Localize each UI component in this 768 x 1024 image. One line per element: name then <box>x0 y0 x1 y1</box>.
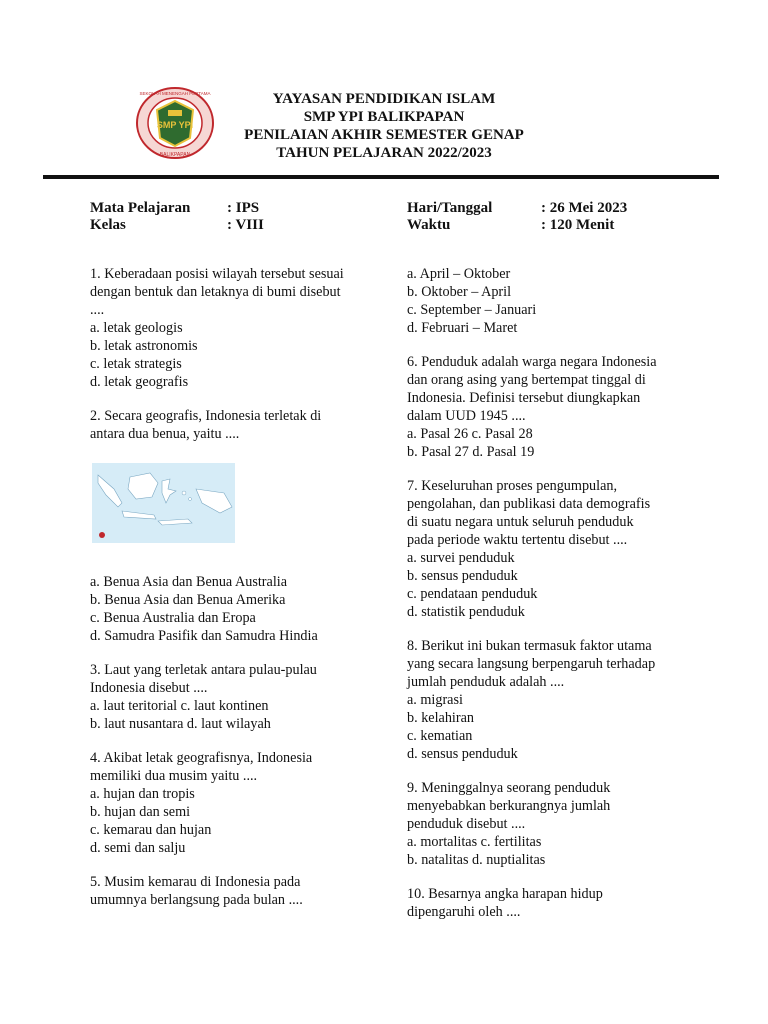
question-text: 8. Berikut ini bukan termasuk faktor utama <box>407 638 652 654</box>
document-header <box>0 90 768 162</box>
answer-option: d. Samudra Pasifik dan Samudra Hindia <box>90 628 318 644</box>
answer-option: a. Benua Asia dan Benua Australia <box>90 574 287 590</box>
question-7 <box>407 477 697 621</box>
question-text: dipengaruhi oleh .... <box>407 904 521 920</box>
question-text: umumnya berlangsung pada bulan .... <box>90 892 303 908</box>
answer-option: b. kelahiran <box>407 710 474 726</box>
question-text: dalam UUD 1945 .... <box>407 408 526 424</box>
answer-option: d. statistik penduduk <box>407 604 525 620</box>
info-left <box>90 200 264 234</box>
header-divider <box>43 175 719 179</box>
header-foundation: YAYASAN PENDIDIKAN ISLAM <box>272 91 496 107</box>
question-8 <box>407 637 697 763</box>
class-value: : VIII <box>227 217 264 233</box>
question-2-options <box>90 573 380 645</box>
answer-option: a. laut teritorial c. laut kontinen <box>90 698 269 714</box>
answer-option: a. mortalitas c. fertilitas <box>407 834 542 850</box>
answer-option: a. letak geologis <box>90 320 183 336</box>
question-6 <box>407 353 697 461</box>
left-column <box>90 265 380 925</box>
answer-option: b. Benua Asia dan Benua Amerika <box>90 592 286 608</box>
question-text: 3. Laut yang terletak antara pulau-pulau <box>90 662 317 678</box>
answer-option: d. semi dan salju <box>90 840 186 856</box>
right-column <box>407 265 697 937</box>
question-1 <box>90 265 380 391</box>
header-year: TAHUN PELAJARAN 2022/2023 <box>276 145 492 161</box>
class-label: Kelas <box>90 217 126 233</box>
question-text: 2. Secara geografis, Indonesia terletak di <box>90 408 322 424</box>
question-text: dengan bentuk dan letaknya di bumi disebut <box>90 284 341 300</box>
question-5-options <box>407 265 697 337</box>
logo-top-text: SEKOLAH MENENGAH PERTAMA <box>139 91 211 96</box>
question-text: antara dua benua, yaitu .... <box>90 426 240 442</box>
time-value: : 120 Menit <box>541 217 615 233</box>
question-text: 5. Musim kemarau di Indonesia pada <box>90 874 301 890</box>
answer-option: c. pendataan penduduk <box>407 586 538 602</box>
question-3 <box>90 661 380 733</box>
question-text: 9. Meninggalnya seorang penduduk <box>407 780 611 796</box>
date-value: : 26 Mei 2023 <box>541 200 628 216</box>
answer-option: a. hujan dan tropis <box>90 786 195 802</box>
answer-option: c. letak strategis <box>90 356 182 372</box>
question-text: 7. Keseluruhan proses pengumpulan, <box>407 478 618 494</box>
answer-option: c. Benua Australia dan Eropa <box>90 610 256 626</box>
logo-center-text: SMP YPI <box>156 120 194 130</box>
question-9 <box>407 779 697 869</box>
date-label: Hari/Tanggal <box>407 200 493 216</box>
question-text: 4. Akibat letak geografisnya, Indonesia <box>90 750 313 766</box>
question-text: jumlah penduduk adalah .... <box>407 674 565 690</box>
answer-option: b. sensus penduduk <box>407 568 518 584</box>
question-4 <box>90 749 380 857</box>
answer-option: b. hujan dan semi <box>90 804 191 820</box>
question-text: 6. Penduduk adalah warga negara Indonesia <box>407 354 657 370</box>
subject-value: : IPS <box>227 200 260 216</box>
question-text: pada periode waktu tertentu disebut .... <box>407 532 628 548</box>
question-text: dan orang asing yang bertempat tinggal di <box>407 372 646 388</box>
answer-option: b. laut nusantara d. laut wilayah <box>90 716 271 732</box>
question-text: penduduk disebut .... <box>407 816 526 832</box>
header-school: SMP YPI BALIKPAPAN <box>303 109 465 125</box>
answer-option: a. April – Oktober <box>407 266 511 282</box>
header-exam: PENILAIAN AKHIR SEMESTER GENAP <box>244 127 524 143</box>
question-text: di suatu negara untuk seluruh penduduk <box>407 514 634 530</box>
question-2 <box>90 407 380 645</box>
subject-label: Mata Pelajaran <box>90 200 191 216</box>
answer-option: d. Februari – Maret <box>407 320 518 336</box>
answer-option: b. Pasal 27 d. Pasal 19 <box>407 444 535 460</box>
info-right <box>407 200 627 234</box>
indonesia-map-image <box>92 463 235 543</box>
answer-option: b. natalitas d. nuptialitas <box>407 852 546 868</box>
answer-option: a. migrasi <box>407 692 463 708</box>
question-text: Indonesia disebut .... <box>90 680 208 696</box>
question-text: menyebabkan berkurangnya jumlah <box>407 798 611 814</box>
question-text: Indonesia. Definisi tersebut diungkapkan <box>407 390 641 406</box>
answer-option: b. letak astronomis <box>90 338 198 354</box>
answer-option: d. sensus penduduk <box>407 746 518 762</box>
answer-option: a. Pasal 26 c. Pasal 28 <box>407 426 533 442</box>
time-label: Waktu <box>407 217 451 233</box>
question-text: memiliki dua musim yaitu .... <box>90 768 258 784</box>
question-text: 10. Besarnya angka harapan hidup <box>407 886 603 902</box>
answer-option: d. letak geografis <box>90 374 189 390</box>
answer-option: c. September – Januari <box>407 302 537 318</box>
answer-option: a. survei penduduk <box>407 550 515 566</box>
answer-option: c. kemarau dan hujan <box>90 822 212 838</box>
question-5 <box>90 873 380 909</box>
answer-option: c. kematian <box>407 728 473 744</box>
question-text: yang secara langsung berpengaruh terhadap <box>407 656 656 672</box>
question-text: 1. Keberadaan posisi wilayah tersebut sesuai <box>90 266 344 282</box>
answer-option: b. Oktober – April <box>407 284 512 300</box>
question-10 <box>407 885 697 921</box>
question-text: .... <box>90 302 105 318</box>
logo-bottom-text: BALIKPAPAN <box>159 152 191 158</box>
question-text: pengolahan, dan publikasi data demografis <box>407 496 651 512</box>
